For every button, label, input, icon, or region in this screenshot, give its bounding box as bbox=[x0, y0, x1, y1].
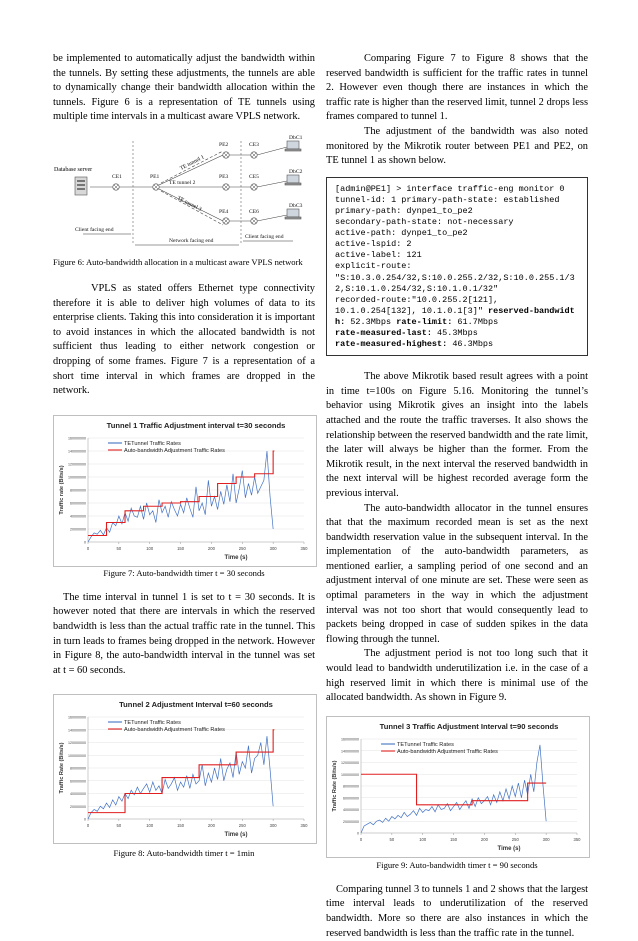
right-column bbox=[326, 52, 588, 941]
y-tick-label: 20000000 bbox=[70, 805, 86, 810]
x-tick-label: 100 bbox=[146, 545, 154, 551]
x-tick-label: 0 bbox=[86, 823, 90, 829]
legend-label: TETunnel Traffic Rates bbox=[124, 720, 181, 727]
laptop-dbc3-icon bbox=[287, 209, 299, 217]
y-tick-label: 0 bbox=[357, 831, 359, 836]
right-paragraph-2: The adjustment of the bandwidth was also noted monitored by the Mikrotik router between PE1 and PE2, on TE tunnel 1 as shown below. bbox=[326, 125, 588, 167]
y-tick-label: 40000000 bbox=[70, 514, 86, 519]
dbc3-label: DbC3 bbox=[289, 202, 303, 209]
legend-label: Auto-bandwidth Adjustment Traffic Rates bbox=[397, 748, 498, 755]
figure-7-chart-frame bbox=[53, 415, 317, 567]
figure-8-chart bbox=[54, 695, 314, 841]
te-tunnel-3-label: TE tunnel 3 bbox=[176, 195, 203, 213]
x-tick-label: 250 bbox=[238, 545, 246, 551]
x-axis-label: Time (s) bbox=[224, 554, 248, 561]
right-paragraph-3: The above Mikrotik based result agrees with a point in time t=100s on Figure 5.16. Monitoring the tunnel’s behavior using Mikrotik gives an insight into the labels attached and the route the traffic traverses. It also shows the relationship between the reserved bandwidth and the rate limit, the later will always be higher than the former. From the Mikrotik result, in the next interval the reserved bandwidth in the next interval will be highest recorded average form the previous interval. bbox=[326, 371, 588, 499]
right-paragraph-5: The adjustment period is not too long such that it would lead to bandwidth underutilization i.e. in the case of a high reserved limit in which there is minimal use of the allocated bandwidth. As shown in Figure 9. bbox=[326, 648, 588, 704]
series-line-auto-bandwidth bbox=[361, 774, 546, 805]
cli-line: explicit-route: bbox=[335, 261, 412, 272]
x-tick-label: 250 bbox=[238, 823, 246, 829]
y-axis-label: Traffic Rate (Bits/s) bbox=[332, 760, 338, 812]
cli-line: "S:10.3.0.254/32,S:10.0.255.2/32,S:10.0.255.1/32,S:10.1.0.254/32,S:10.1.0.1/32" bbox=[335, 272, 575, 294]
x-tick-label: 50 bbox=[116, 545, 122, 551]
left-column bbox=[53, 52, 315, 859]
y-tick-label: 60000000 bbox=[70, 501, 86, 506]
y-tick-label: 80000000 bbox=[70, 766, 86, 771]
figure-9-caption: Figure 9: Auto-bandwidth timer t = 90 seconds bbox=[376, 859, 538, 870]
cli-value: 46.3Mbps bbox=[447, 339, 494, 350]
y-tick-label: 120000000 bbox=[341, 760, 359, 765]
cli-line: primary-path: dynpe1_to_pe2 bbox=[335, 205, 473, 216]
y-tick-label: 100000000 bbox=[341, 772, 359, 777]
cli-line: secondary-path-state: not-necessary bbox=[335, 217, 514, 228]
series-line-tetunnel bbox=[88, 451, 273, 542]
y-tick-label: 40000000 bbox=[343, 807, 359, 812]
mikrotik-cli-output bbox=[326, 177, 588, 356]
cli-key: reserved-bandwidth: bbox=[335, 305, 575, 327]
legend-label: TETunnel Traffic Rates bbox=[124, 440, 181, 447]
x-axis-label: Time (s) bbox=[497, 845, 521, 852]
x-tick-label: 300 bbox=[269, 545, 277, 551]
y-tick-label: 80000000 bbox=[70, 488, 86, 493]
figure-9-chart bbox=[327, 717, 587, 855]
te-tunnel-1-label: TE tunnel 1 bbox=[179, 154, 206, 172]
left-paragraph-3: The time interval in tunnel 1 is set to t = 30 seconds. It is however noted that there are intervals in which the reserved bandwidth is less than the actual traffic rate in the tunnel. This in turn leads to frames being dropped in the network. However in Figure 8, the auto-bandwidth interval in the tunnel was set at t = 60 seconds. bbox=[53, 591, 315, 676]
network-diagram bbox=[53, 133, 315, 255]
laptop-dbc2-icon bbox=[287, 175, 299, 183]
laptop-dbc1-icon bbox=[287, 141, 299, 149]
y-tick-label: 60000000 bbox=[343, 796, 359, 801]
y-tick-label: 160000000 bbox=[68, 436, 86, 441]
y-axis-label: Traffic rate (Bits/s) bbox=[59, 465, 65, 515]
cli-line: recorded-route:"10.0.255.2[121], bbox=[335, 294, 499, 305]
chart-title: Tunnel 2 Adjustment Interval t=60 seconds bbox=[119, 700, 273, 710]
series-line-tetunnel bbox=[361, 745, 546, 833]
cli-line: active-label: 121 bbox=[335, 250, 422, 261]
y-tick-label: 100000000 bbox=[68, 754, 86, 759]
y-tick-label: 120000000 bbox=[68, 741, 86, 746]
cli-key: rate-measured-last: bbox=[335, 327, 432, 338]
x-tick-label: 50 bbox=[389, 836, 395, 842]
client-facing-right-label: Client facing end bbox=[245, 233, 284, 240]
cli-line: active-path: dynpe1_to_pe2 bbox=[335, 228, 468, 239]
y-tick-label: 160000000 bbox=[68, 715, 86, 720]
y-tick-label: 140000000 bbox=[68, 728, 86, 733]
x-tick-label: 300 bbox=[269, 823, 277, 829]
y-tick-label: 140000000 bbox=[341, 749, 359, 754]
pe2-label: PE2 bbox=[219, 141, 229, 148]
x-tick-label: 100 bbox=[146, 823, 154, 829]
network-facing-label: Network facing end bbox=[169, 237, 214, 244]
x-tick-label: 0 bbox=[86, 545, 90, 551]
x-tick-label: 200 bbox=[207, 545, 215, 551]
y-tick-label: 60000000 bbox=[70, 779, 86, 784]
figure-9-chart-frame bbox=[326, 716, 590, 858]
y-tick-label: 140000000 bbox=[68, 449, 86, 454]
cli-value: 52.3Mbps bbox=[345, 316, 397, 327]
database-server-icon bbox=[75, 177, 87, 195]
x-tick-label: 200 bbox=[207, 823, 215, 829]
cli-value: 61.7Mbps bbox=[452, 316, 499, 327]
figure-6-caption: Figure 6: Auto-bandwidth allocation in a multicast aware VPLS network bbox=[53, 256, 303, 267]
legend-label: Auto-bandwidth Adjustment Traffic Rates bbox=[124, 447, 225, 454]
ce5-label: CE5 bbox=[249, 173, 259, 180]
x-tick-label: 300 bbox=[542, 836, 550, 842]
y-tick-label: 100000000 bbox=[68, 475, 86, 480]
x-tick-label: 150 bbox=[177, 545, 185, 551]
cli-key: rate-limit: bbox=[396, 316, 453, 327]
cli-line: active-lspid: 2 bbox=[335, 239, 412, 250]
legend-label: Auto-bandwidth Adjustment Traffic Rates bbox=[124, 727, 225, 734]
pe1-label: PE1 bbox=[150, 173, 160, 180]
x-tick-label: 350 bbox=[573, 836, 581, 842]
left-paragraph-1: be implemented to automatically adjust the bandwidth within the tunnels. By setting these adjustments, the tunnels are able to dynamically change their bandwidth allocation within the tunnels. Figure 6 is a representation of TE tunnels using multiple time intervals in a multicast aware VPLS network. bbox=[53, 53, 315, 123]
y-tick-label: 20000000 bbox=[343, 819, 359, 824]
cli-line: [admin@PE1] > interface traffic-eng monitor 0 bbox=[335, 183, 565, 194]
dbc2-label: DbC2 bbox=[289, 168, 303, 175]
x-tick-label: 200 bbox=[480, 836, 488, 842]
y-tick-label: 40000000 bbox=[70, 792, 86, 797]
pe3-label: PE3 bbox=[219, 173, 229, 180]
y-axis-label: Traffic Rate (Bits/s) bbox=[59, 742, 65, 794]
figure-7-caption: Figure 7: Auto-bandwidth timer t = 30 seconds bbox=[103, 567, 265, 578]
cli-key: rate-measured-highest: bbox=[335, 339, 448, 350]
cli-line: tunnel-id: 1 primary-path-state: established bbox=[335, 194, 560, 205]
pe4-label: PE4 bbox=[219, 208, 229, 215]
dbc1-label: DbC1 bbox=[289, 134, 303, 141]
y-tick-label: 20000000 bbox=[70, 527, 86, 532]
x-tick-label: 350 bbox=[300, 545, 308, 551]
left-paragraph-2: VPLS as stated offers Ethernet type connectivity therefore it is able to deliver high volumes of data to its enterprise clients. Taking this into consideration it is important to avoid instances in which the allocated bandwidth is not sufficient thus leading to either network congestion or dropping of some frames. Figure 7 is a representation of a short time interval in which frames are dropped in the network. bbox=[53, 282, 315, 397]
chart-title: Tunnel 3 Traffic Adjustment Interval t=90 seconds bbox=[379, 721, 559, 731]
y-tick-label: 80000000 bbox=[343, 784, 359, 789]
y-tick-label: 160000000 bbox=[341, 737, 359, 742]
ce1-label: CE1 bbox=[112, 173, 122, 180]
cli-value: 45.3Mbps bbox=[431, 327, 478, 338]
database-server-label: Database server bbox=[54, 166, 93, 173]
x-tick-label: 0 bbox=[359, 836, 363, 842]
figure-8-caption: Figure 8: Auto-bandwidth timer t = 1min bbox=[113, 848, 255, 859]
y-tick-label: 0 bbox=[84, 540, 86, 545]
client-facing-left-label: Client facing end bbox=[75, 226, 114, 233]
series-line-auto-bandwidth bbox=[88, 730, 274, 813]
x-axis-label: Time (s) bbox=[224, 832, 248, 839]
x-tick-label: 250 bbox=[511, 836, 519, 842]
cli-line: 10.1.0.254[132], 10.1.0.1[3]" bbox=[335, 305, 489, 316]
legend-label: TETunnel Traffic Rates bbox=[397, 741, 454, 748]
right-paragraph-6: Comparing tunnel 3 to tunnels 1 and 2 shows that the largest time interval leads to underutilization of the reserved bandwidth. More so there are also instances in which the reserved bandwidth is less than the traffic rate in the tunnel. bbox=[326, 883, 588, 939]
x-tick-label: 100 bbox=[419, 836, 427, 842]
y-tick-label: 120000000 bbox=[68, 462, 86, 467]
x-tick-label: 350 bbox=[300, 823, 308, 829]
right-paragraph-4: The auto-bandwidth allocator in the tunnel ensures that that the maximum recorded mean is set as the next bandwidth reservation value in the subsequent interval. In the implementation of the auto-bandwidth parameters, as mentioned earlier, a sampling period of one second and an adjustment interval of one minute are set. These were seen as optimal parameters in the way in which the adjustment interval was not too short that would consequently lead to packets being dropped in case of sudden spikes in the data flowing through the tunnel. bbox=[326, 502, 588, 645]
ce6-label: CE6 bbox=[249, 208, 259, 215]
y-tick-label: 0 bbox=[84, 817, 86, 822]
figure-8-chart-frame bbox=[53, 694, 317, 844]
x-tick-label: 50 bbox=[116, 823, 122, 829]
x-tick-label: 150 bbox=[177, 823, 185, 829]
right-paragraph-1: Comparing Figure 7 to Figure 8 shows that the reserved bandwidth is sufficient for the traffic rates in tunnel 2. However even though there are instances in which the traffic rate is higher than the reserved limit, tunnel 2 drops less frames compared to tunnel 1. bbox=[326, 53, 588, 123]
x-tick-label: 150 bbox=[450, 836, 458, 842]
figure-7-chart bbox=[54, 416, 314, 564]
ce3-label: CE3 bbox=[249, 141, 259, 148]
chart-title: Tunnel 1 Traffic Adjustment interval t=30 seconds bbox=[106, 420, 286, 430]
te-tunnel-2-label: TE tunnel 2 bbox=[169, 179, 196, 186]
